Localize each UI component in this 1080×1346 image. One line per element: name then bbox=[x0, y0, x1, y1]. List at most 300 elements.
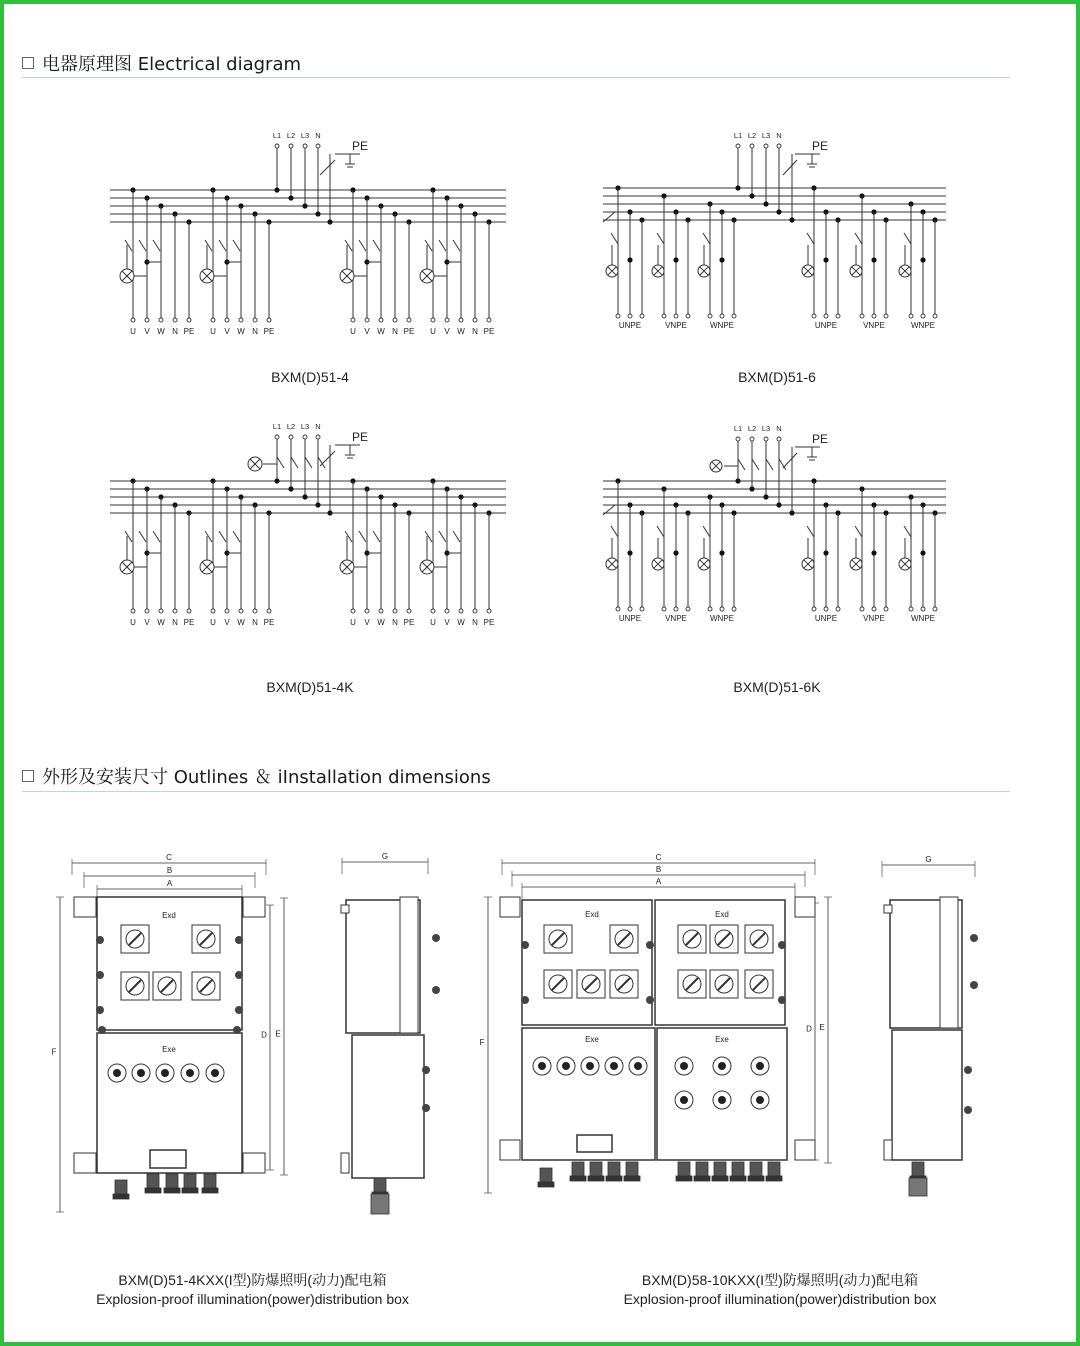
terminal-ring bbox=[303, 435, 307, 439]
terminal-ring bbox=[211, 609, 215, 613]
output-label: N bbox=[252, 618, 258, 627]
dimension-label: B bbox=[166, 866, 173, 875]
output-label: W bbox=[157, 618, 165, 627]
indicator-light-icon bbox=[538, 1062, 546, 1070]
junction-dot bbox=[288, 486, 293, 491]
terminal-ring bbox=[933, 314, 937, 318]
terminal-ring bbox=[750, 144, 754, 148]
junction-dot bbox=[763, 494, 768, 499]
bolt-icon bbox=[235, 936, 243, 944]
output-label: U bbox=[130, 327, 136, 336]
terminal-ring bbox=[777, 437, 781, 441]
switch-contact bbox=[703, 526, 710, 537]
output-label: W bbox=[237, 327, 245, 336]
bolt-icon bbox=[96, 971, 104, 979]
cable-gland-icon bbox=[730, 1176, 746, 1181]
mounting-lug bbox=[500, 897, 520, 917]
terminal-ring bbox=[303, 144, 307, 148]
switch-contact bbox=[291, 457, 298, 468]
terminal-ring bbox=[351, 609, 355, 613]
terminal-ring bbox=[764, 437, 768, 441]
junction-dot bbox=[823, 550, 828, 555]
terminal-ring bbox=[487, 609, 491, 613]
output-label: VNPE bbox=[863, 321, 885, 330]
switch-contact bbox=[904, 233, 911, 244]
output-label: VNPE bbox=[665, 321, 687, 330]
dimension-label: G bbox=[925, 855, 932, 864]
section-title-outlines bbox=[22, 763, 491, 789]
side-lower-body bbox=[352, 1035, 424, 1178]
diagram-label: BXM(D)51-6 bbox=[738, 369, 816, 385]
cable-gland-icon bbox=[912, 1162, 924, 1176]
cable-gland-icon bbox=[115, 1180, 127, 1194]
section-title-text: 电器原理图 Electrical diagram bbox=[42, 54, 302, 75]
bolt-icon bbox=[964, 1066, 972, 1074]
wire bbox=[783, 160, 797, 175]
cable-gland-icon bbox=[572, 1162, 584, 1176]
switch-contact bbox=[752, 459, 759, 470]
terminal-ring bbox=[736, 144, 740, 148]
terminal-ring bbox=[187, 609, 191, 613]
terminal-ring bbox=[473, 609, 477, 613]
output-label: W bbox=[377, 327, 385, 336]
bolt-icon bbox=[422, 1104, 430, 1112]
wire bbox=[783, 453, 797, 468]
cable-gland-icon bbox=[608, 1162, 620, 1176]
output-label: W bbox=[377, 618, 385, 627]
terminal-ring bbox=[445, 318, 449, 322]
incoming-label: L1 bbox=[733, 131, 743, 140]
switch-contact bbox=[779, 459, 786, 470]
output-label: W bbox=[157, 327, 165, 336]
junction-dot bbox=[789, 217, 794, 222]
switch-contact bbox=[904, 526, 911, 537]
terminal-ring bbox=[812, 607, 816, 611]
terminal-ring bbox=[431, 318, 435, 322]
cable-gland-icon bbox=[540, 1168, 552, 1182]
switch-contact bbox=[359, 531, 366, 542]
terminal-ring bbox=[836, 607, 840, 611]
terminal-ring bbox=[473, 318, 477, 322]
mounting-lug bbox=[243, 897, 265, 917]
output-label: U bbox=[430, 327, 436, 336]
terminal-ring bbox=[764, 144, 768, 148]
cable-gland-icon bbox=[909, 1178, 927, 1196]
output-label: V bbox=[224, 618, 230, 627]
output-label: PE bbox=[183, 618, 195, 627]
indicator-light-icon bbox=[756, 1096, 764, 1104]
terminal-ring bbox=[872, 607, 876, 611]
junction-dot bbox=[871, 257, 876, 262]
dimension-label: E bbox=[275, 1029, 281, 1039]
zone-label: Exe bbox=[162, 1045, 176, 1054]
cable-gland-icon bbox=[202, 1188, 218, 1193]
incoming-label: L1 bbox=[733, 424, 743, 433]
switch-contact bbox=[139, 240, 146, 251]
bolt-icon bbox=[233, 1026, 241, 1034]
bolt-icon bbox=[970, 934, 978, 942]
output-label: V bbox=[224, 327, 230, 336]
cable-gland-icon bbox=[204, 1174, 216, 1188]
terminal-ring bbox=[187, 318, 191, 322]
box1-caption bbox=[40, 1271, 465, 1309]
terminal-ring bbox=[872, 314, 876, 318]
switch-contact bbox=[453, 240, 460, 251]
output-label: PE bbox=[403, 327, 415, 336]
cable-gland-icon bbox=[606, 1176, 622, 1181]
output-label: UNPE bbox=[618, 614, 642, 623]
switch-contact bbox=[807, 526, 814, 537]
terminal-ring bbox=[225, 609, 229, 613]
terminal-ring bbox=[131, 609, 135, 613]
switch-contact bbox=[125, 531, 132, 542]
switch-contact bbox=[657, 233, 664, 244]
indicator-light-icon bbox=[186, 1069, 194, 1077]
output-label: PE bbox=[483, 327, 495, 336]
incoming-label: L2 bbox=[286, 422, 296, 431]
terminal-ring bbox=[860, 314, 864, 318]
cable-gland-icon bbox=[696, 1162, 708, 1176]
terminal-ring bbox=[909, 607, 913, 611]
cable-gland-icon bbox=[732, 1162, 744, 1176]
terminal-ring bbox=[708, 314, 712, 318]
terminal-ring bbox=[616, 607, 620, 611]
terminal-ring bbox=[225, 318, 229, 322]
incoming-label: N bbox=[776, 131, 782, 140]
wire bbox=[320, 160, 335, 175]
pe-label: PE bbox=[811, 432, 829, 446]
bolt-icon bbox=[432, 934, 440, 942]
junction-dot bbox=[673, 257, 678, 262]
terminal-ring bbox=[686, 607, 690, 611]
mounting-lug bbox=[795, 897, 815, 917]
output-label: UNPE bbox=[618, 321, 642, 330]
cable-gland-icon bbox=[750, 1162, 762, 1176]
junction-dot bbox=[719, 257, 724, 262]
junction-dot bbox=[920, 257, 925, 262]
output-label: PE bbox=[483, 618, 495, 627]
window-icon bbox=[577, 1135, 612, 1152]
output-label: WNPE bbox=[911, 321, 935, 330]
bolt-icon bbox=[970, 981, 978, 989]
indicator-light-icon bbox=[718, 1096, 726, 1104]
terminal-ring bbox=[686, 314, 690, 318]
side-bracket bbox=[341, 1153, 349, 1173]
terminal-ring bbox=[253, 318, 257, 322]
cable-gland-icon bbox=[714, 1162, 726, 1176]
switch-contact bbox=[345, 531, 352, 542]
incoming-label: L3 bbox=[761, 424, 771, 433]
junction-dot bbox=[749, 486, 754, 491]
terminal-ring bbox=[884, 314, 888, 318]
output-label: PE bbox=[183, 327, 195, 336]
junction-dot bbox=[735, 478, 740, 483]
terminal-ring bbox=[316, 144, 320, 148]
side-bracket bbox=[884, 905, 892, 913]
diagram-label: BXM(D)51-4 bbox=[271, 369, 349, 385]
terminal-ring bbox=[393, 609, 397, 613]
junction-dot bbox=[627, 550, 632, 555]
junction-dot bbox=[327, 510, 332, 515]
output-label: U bbox=[210, 327, 216, 336]
bolt-icon bbox=[432, 986, 440, 994]
bolt-icon bbox=[646, 941, 654, 949]
indicator-light-icon bbox=[680, 1096, 688, 1104]
indicator-light-icon bbox=[610, 1062, 618, 1070]
bolt-icon bbox=[422, 1066, 430, 1074]
switch-contact bbox=[233, 240, 240, 251]
junction-dot bbox=[673, 550, 678, 555]
mounting-lug bbox=[243, 1153, 265, 1173]
junction-dot bbox=[763, 201, 768, 206]
indicator-light-icon bbox=[113, 1069, 121, 1077]
terminal-ring bbox=[431, 609, 435, 613]
terminal-ring bbox=[674, 607, 678, 611]
terminal-ring bbox=[407, 318, 411, 322]
terminal-ring bbox=[628, 314, 632, 318]
dimension-label: E bbox=[819, 1023, 825, 1032]
junction-dot bbox=[719, 550, 724, 555]
cable-gland-icon bbox=[588, 1176, 604, 1181]
switch-contact bbox=[439, 240, 446, 251]
output-label: V bbox=[364, 618, 370, 627]
incoming-label: L2 bbox=[747, 424, 757, 433]
side-hinge bbox=[400, 897, 418, 1033]
zone-label: Exd bbox=[162, 911, 176, 920]
cable-gland-icon bbox=[184, 1174, 196, 1188]
side-bracket bbox=[884, 1140, 892, 1160]
output-label: U bbox=[430, 618, 436, 627]
bolt-icon bbox=[96, 936, 104, 944]
cable-gland-icon bbox=[748, 1176, 764, 1181]
terminal-ring bbox=[211, 318, 215, 322]
indicator-light-icon bbox=[161, 1069, 169, 1077]
switch-contact bbox=[153, 240, 160, 251]
switch-contact bbox=[345, 240, 352, 251]
zone-label: Exe bbox=[715, 1035, 729, 1044]
switch-contact bbox=[611, 233, 618, 244]
dimension-label: F bbox=[479, 1038, 485, 1047]
window-icon bbox=[150, 1150, 186, 1168]
indicator-light-icon bbox=[586, 1062, 594, 1070]
junction-dot bbox=[871, 550, 876, 555]
terminal-ring bbox=[750, 437, 754, 441]
switch-contact bbox=[425, 240, 432, 251]
output-label: PE bbox=[263, 618, 275, 627]
incoming-label: L3 bbox=[300, 422, 310, 431]
output-label: PE bbox=[403, 618, 415, 627]
terminal-ring bbox=[860, 607, 864, 611]
incoming-label: L1 bbox=[272, 131, 282, 140]
dimension-label: F bbox=[51, 1047, 57, 1057]
terminal-ring bbox=[379, 318, 383, 322]
diagram-label: BXM(D)51-4K bbox=[266, 679, 354, 695]
terminal-ring bbox=[628, 607, 632, 611]
output-label: N bbox=[392, 618, 398, 627]
incoming-label: L2 bbox=[747, 131, 757, 140]
cable-gland-icon bbox=[694, 1176, 710, 1181]
incoming-label: L3 bbox=[761, 131, 771, 140]
switch-contact bbox=[373, 531, 380, 542]
side-bracket bbox=[341, 905, 349, 913]
bolt-icon bbox=[235, 971, 243, 979]
switch-contact bbox=[657, 526, 664, 537]
cable-gland-icon bbox=[374, 1178, 386, 1192]
terminal-ring bbox=[289, 435, 293, 439]
indicator-light-icon bbox=[562, 1062, 570, 1070]
terminal-ring bbox=[159, 318, 163, 322]
terminal-ring bbox=[365, 318, 369, 322]
switch-contact bbox=[738, 459, 745, 470]
terminal-ring bbox=[812, 314, 816, 318]
dimension-label: A bbox=[655, 877, 662, 886]
junction-dot bbox=[274, 187, 279, 192]
output-label: WNPE bbox=[710, 321, 734, 330]
switch-contact bbox=[453, 531, 460, 542]
output-label: N bbox=[252, 327, 258, 336]
junction-dot bbox=[789, 510, 794, 515]
cable-gland-icon bbox=[147, 1174, 159, 1188]
terminal-ring bbox=[275, 435, 279, 439]
output-label: W bbox=[237, 618, 245, 627]
output-label: U bbox=[350, 618, 356, 627]
output-label: V bbox=[144, 618, 150, 627]
output-label: WNPE bbox=[911, 614, 935, 623]
cable-gland-icon bbox=[712, 1176, 728, 1181]
switch-contact bbox=[855, 233, 862, 244]
terminal-ring bbox=[824, 607, 828, 611]
terminal-ring bbox=[267, 318, 271, 322]
switch-contact bbox=[219, 240, 226, 251]
terminal-ring bbox=[732, 607, 736, 611]
section-title-text: 外形及安装尺寸 Outlines ＆ iInstallation dimensions bbox=[42, 767, 491, 788]
switch-contact bbox=[359, 240, 366, 251]
box1-caption-cn: BXM(D)51-4KXX(I型)防爆照明(动力)配电箱 bbox=[118, 1272, 387, 1288]
switch-contact bbox=[153, 531, 160, 542]
terminal-ring bbox=[708, 607, 712, 611]
incoming-label: N bbox=[315, 131, 321, 140]
junction-dot bbox=[288, 195, 293, 200]
switch-contact bbox=[439, 531, 446, 542]
zone-label: Exe bbox=[585, 1035, 599, 1044]
terminal-ring bbox=[173, 609, 177, 613]
switch-contact bbox=[277, 457, 284, 468]
cable-gland-icon bbox=[590, 1162, 602, 1176]
incoming-label: L3 bbox=[300, 131, 310, 140]
dimension-label: D bbox=[261, 1030, 267, 1040]
terminal-ring bbox=[777, 144, 781, 148]
dimension-label: D bbox=[806, 1024, 812, 1034]
indicator-light-icon bbox=[211, 1069, 219, 1077]
switch-contact bbox=[703, 233, 710, 244]
switch-contact bbox=[205, 240, 212, 251]
junction-dot bbox=[776, 209, 781, 214]
output-label: V bbox=[364, 327, 370, 336]
bolt-icon bbox=[521, 996, 529, 1004]
zone-label: Exd bbox=[585, 910, 599, 919]
switch-contact bbox=[766, 459, 773, 470]
incoming-label: L1 bbox=[272, 422, 282, 431]
bolt-icon bbox=[521, 941, 529, 949]
zone-label: Exd bbox=[715, 910, 729, 919]
output-label: UNPE bbox=[814, 321, 838, 330]
side-lower-body bbox=[892, 1030, 962, 1160]
output-label: VNPE bbox=[665, 614, 687, 623]
switch-contact bbox=[425, 531, 432, 542]
terminal-ring bbox=[267, 609, 271, 613]
cable-gland-icon bbox=[166, 1174, 178, 1188]
terminal-ring bbox=[824, 314, 828, 318]
terminal-ring bbox=[736, 437, 740, 441]
bolt-icon bbox=[646, 996, 654, 1004]
junction-dot bbox=[302, 494, 307, 499]
terminal-ring bbox=[159, 609, 163, 613]
terminal-ring bbox=[836, 314, 840, 318]
indicator-light-icon bbox=[137, 1069, 145, 1077]
dimension-label: C bbox=[655, 853, 662, 862]
output-label: U bbox=[130, 618, 136, 627]
mounting-lug bbox=[500, 1140, 520, 1160]
cable-gland-icon bbox=[570, 1176, 586, 1181]
bolt-icon bbox=[778, 941, 786, 949]
incoming-label: L2 bbox=[286, 131, 296, 140]
terminal-ring bbox=[289, 144, 293, 148]
output-label: U bbox=[210, 618, 216, 627]
terminal-ring bbox=[131, 318, 135, 322]
output-label: V bbox=[444, 327, 450, 336]
terminal-ring bbox=[239, 318, 243, 322]
wire bbox=[320, 451, 335, 466]
terminal-ring bbox=[720, 607, 724, 611]
junction-dot bbox=[327, 219, 332, 224]
terminal-ring bbox=[921, 607, 925, 611]
incoming-label: N bbox=[776, 424, 782, 433]
output-label: U bbox=[350, 327, 356, 336]
section-rule bbox=[22, 791, 1010, 792]
terminal-ring bbox=[921, 314, 925, 318]
junction-dot bbox=[735, 185, 740, 190]
box2-caption-en: Explosion-proof illumination(power)distribution box bbox=[623, 1291, 937, 1307]
terminal-ring bbox=[239, 609, 243, 613]
pe-label: PE bbox=[351, 430, 369, 444]
output-label: N bbox=[472, 618, 478, 627]
terminal-ring bbox=[909, 314, 913, 318]
junction-dot bbox=[749, 193, 754, 198]
dimension-label: B bbox=[655, 865, 662, 874]
terminal-ring bbox=[253, 609, 257, 613]
terminal-ring bbox=[393, 318, 397, 322]
cable-gland-icon bbox=[678, 1162, 690, 1176]
terminal-ring bbox=[351, 318, 355, 322]
switch-contact bbox=[205, 531, 212, 542]
output-label: W bbox=[457, 327, 465, 336]
terminal-ring bbox=[365, 609, 369, 613]
switch-contact bbox=[373, 240, 380, 251]
pe-label: PE bbox=[351, 139, 369, 153]
output-label: N bbox=[392, 327, 398, 336]
cable-gland-icon bbox=[626, 1162, 638, 1176]
switch-contact bbox=[305, 457, 312, 468]
bolt-icon bbox=[778, 996, 786, 1004]
junction-dot bbox=[302, 203, 307, 208]
switch-contact bbox=[125, 240, 132, 251]
junction-dot bbox=[315, 502, 320, 507]
cable-gland-icon bbox=[768, 1162, 780, 1176]
junction-dot bbox=[920, 550, 925, 555]
incoming-label: N bbox=[315, 422, 321, 431]
output-label: N bbox=[172, 618, 178, 627]
cable-gland-icon bbox=[371, 1194, 389, 1214]
